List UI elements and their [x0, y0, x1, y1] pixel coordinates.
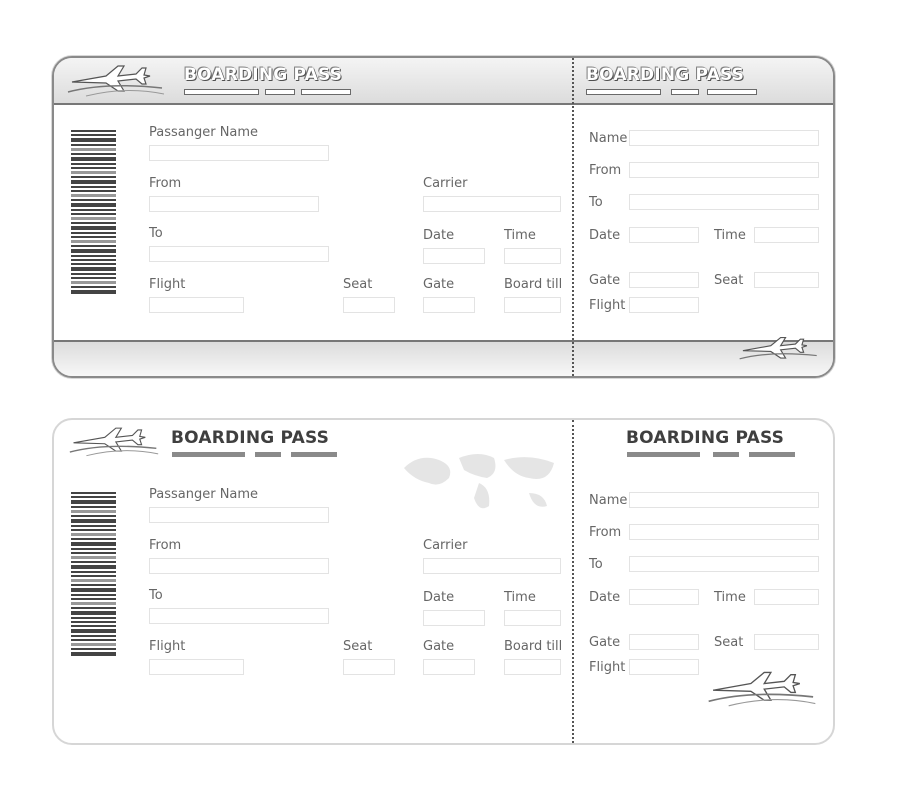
stub-name-field[interactable]	[629, 130, 819, 146]
stub-to-field[interactable]	[629, 556, 819, 572]
seat-field[interactable]	[343, 659, 395, 675]
boarding-pass-ticket-1	[52, 56, 835, 378]
carrier-label: Carrier	[423, 176, 468, 191]
stub-date-field[interactable]	[629, 589, 699, 605]
stub-name-field[interactable]	[629, 492, 819, 508]
passenger-name-field[interactable]	[149, 507, 329, 523]
flight-field[interactable]	[149, 297, 244, 313]
seat-label: Seat	[343, 639, 373, 654]
stub-flight-field[interactable]	[629, 297, 699, 313]
perforation-line	[572, 420, 574, 743]
flight-label: Flight	[149, 639, 186, 654]
airplane-icon	[66, 62, 166, 98]
stub-date-label: Date	[589, 590, 621, 605]
time-label: Time	[504, 228, 536, 243]
stub-seat-label: Seat	[714, 273, 744, 288]
passenger-name-label: Passanger Name	[149, 487, 259, 502]
title-main: BOARDING PASS	[184, 65, 343, 85]
barcode-icon	[71, 130, 116, 294]
date-field[interactable]	[423, 610, 485, 626]
passenger-name-label: Passanger Name	[149, 125, 259, 140]
boarding-pass-ticket-2	[52, 418, 835, 745]
stub-from-label: From	[589, 163, 622, 178]
stub-seat-field[interactable]	[754, 634, 819, 650]
stub-name-label: Name	[589, 131, 628, 146]
date-label: Date	[423, 228, 455, 243]
carrier-label: Carrier	[423, 538, 468, 553]
to-field[interactable]	[149, 246, 329, 262]
stub-flight-label: Flight	[589, 660, 626, 675]
ticket-footer-band	[54, 340, 833, 376]
stub-time-field[interactable]	[754, 589, 819, 605]
carrier-field[interactable]	[423, 558, 561, 574]
title-main: BOARDING PASS	[171, 428, 330, 448]
board-till-label: Board till	[504, 277, 563, 292]
gate-field[interactable]	[423, 659, 475, 675]
carrier-field[interactable]	[423, 196, 561, 212]
passenger-name-field[interactable]	[149, 145, 329, 161]
time-field[interactable]	[504, 610, 561, 626]
stub-title-underline	[627, 452, 797, 457]
seat-field[interactable]	[343, 297, 395, 313]
from-field[interactable]	[149, 558, 329, 574]
title-stub: BOARDING PASS	[626, 428, 785, 448]
stub-gate-field[interactable]	[629, 272, 699, 288]
to-field[interactable]	[149, 608, 329, 624]
stub-time-label: Time	[714, 590, 746, 605]
from-label: From	[149, 176, 182, 191]
title-underline	[185, 90, 355, 95]
stub-date-field[interactable]	[629, 227, 699, 243]
flight-field[interactable]	[149, 659, 244, 675]
stub-to-field[interactable]	[629, 194, 819, 210]
stub-time-field[interactable]	[754, 227, 819, 243]
airplane-icon	[706, 668, 818, 708]
stub-to-label: To	[589, 195, 603, 210]
stub-gate-label: Gate	[589, 635, 621, 650]
stub-time-label: Time	[714, 228, 746, 243]
date-field[interactable]	[423, 248, 485, 264]
airplane-icon	[738, 334, 820, 364]
from-field[interactable]	[149, 196, 319, 212]
stub-from-field[interactable]	[629, 524, 819, 540]
gate-field[interactable]	[423, 297, 475, 313]
stub-to-label: To	[589, 557, 603, 572]
stub-from-label: From	[589, 525, 622, 540]
stub-gate-label: Gate	[589, 273, 621, 288]
date-label: Date	[423, 590, 455, 605]
flight-label: Flight	[149, 277, 186, 292]
from-label: From	[149, 538, 182, 553]
stub-date-label: Date	[589, 228, 621, 243]
world-map-icon	[399, 448, 559, 518]
time-field[interactable]	[504, 248, 561, 264]
seat-label: Seat	[343, 277, 373, 292]
to-label: To	[149, 226, 163, 241]
stub-seat-field[interactable]	[754, 272, 819, 288]
board-till-field[interactable]	[504, 297, 561, 313]
title-stub: BOARDING PASS	[586, 65, 745, 85]
board-till-label: Board till	[504, 639, 563, 654]
stub-gate-field[interactable]	[629, 634, 699, 650]
gate-label: Gate	[423, 639, 455, 654]
to-label: To	[149, 588, 163, 603]
perforation-line	[572, 58, 574, 376]
barcode-icon	[71, 492, 116, 656]
stub-flight-label: Flight	[589, 298, 626, 313]
stub-name-label: Name	[589, 493, 628, 508]
stub-from-field[interactable]	[629, 162, 819, 178]
time-label: Time	[504, 590, 536, 605]
airplane-icon	[68, 424, 160, 458]
board-till-field[interactable]	[504, 659, 561, 675]
stub-title-underline	[587, 90, 757, 95]
title-underline	[172, 452, 342, 457]
stub-seat-label: Seat	[714, 635, 744, 650]
gate-label: Gate	[423, 277, 455, 292]
stub-flight-field[interactable]	[629, 659, 699, 675]
